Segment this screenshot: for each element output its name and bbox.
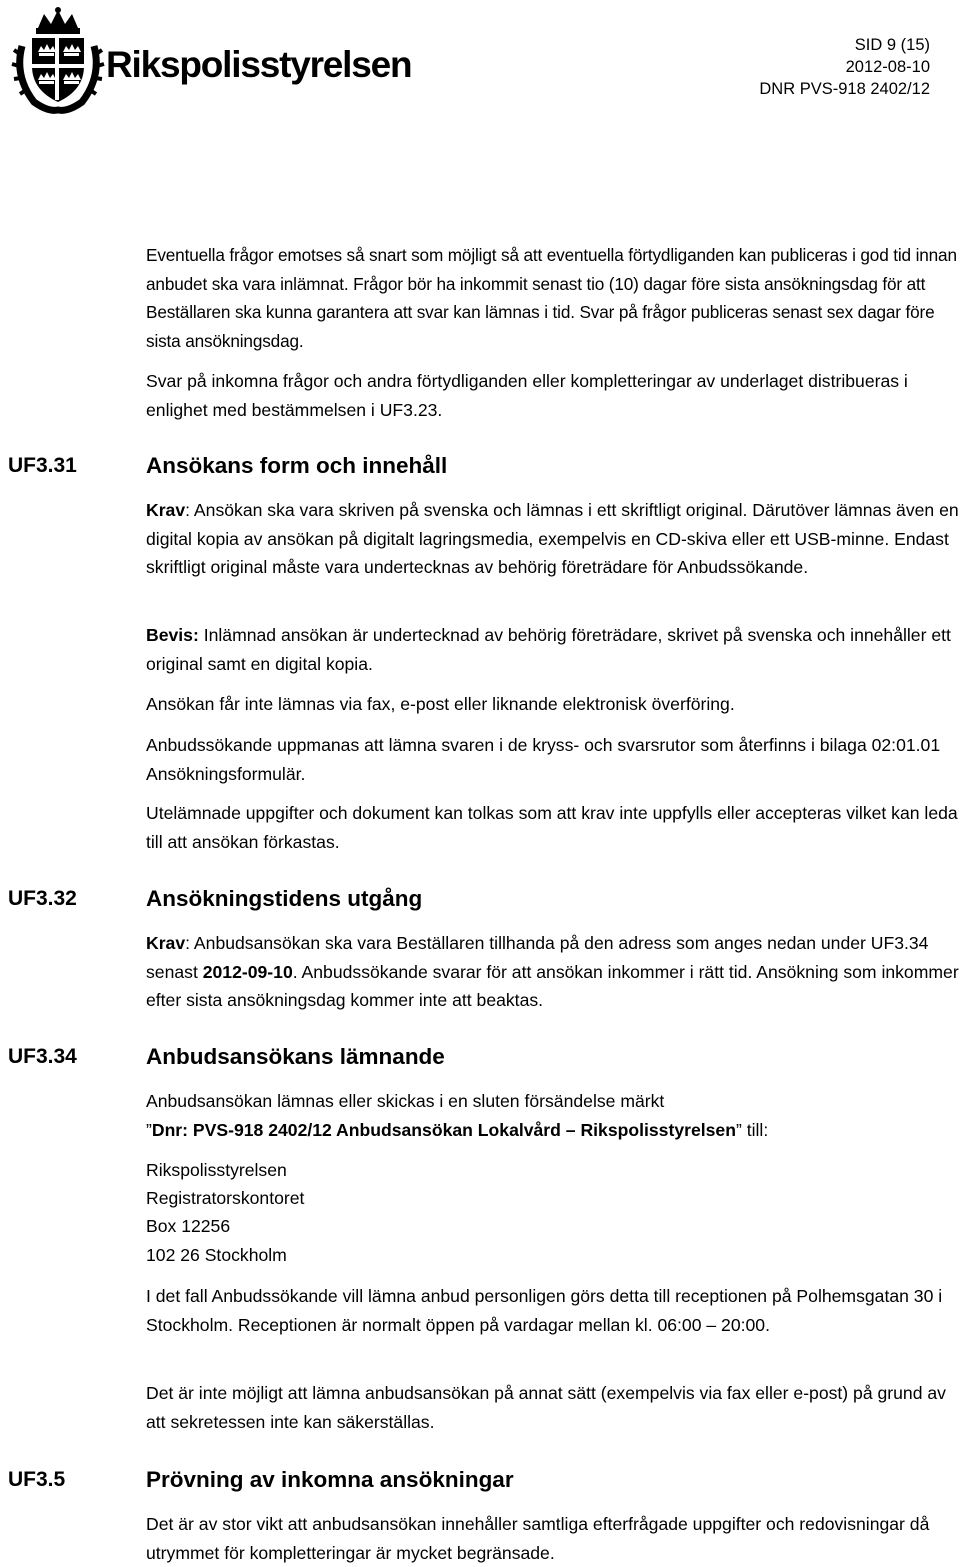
requirement-text-continued: . Anbudssökande svarar för att ansökan inkommer i rätt tid. Ansökning som inkommer efter sista ansökningsdag kommer inte att beaktas.: [146, 961, 959, 1010]
address-line: Box 12256: [146, 1216, 231, 1237]
body-paragraph: Anbudssökande uppmanas att lämna svaren i de kryss- och svarsrutor som återfinns i bilaga 02:01.01 Ansökningsformulär.: [146, 735, 941, 784]
body-paragraph: I det fall Anbudssökande vill lämna anbud personligen görs detta till receptionen på Polhemsgatan 30 i Stockholm. Receptionen är normalt öppen på vardagar mellan kl. 06:00 – 20:00.: [146, 1286, 943, 1335]
section-number: UF3.5: [8, 1468, 66, 1491]
address-line: 102 26 Stockholm: [146, 1244, 287, 1265]
body-paragraph: Det är inte möjligt att lämna anbudsansökan på annat sätt (exempelvis via fax eller e-post) på grund av att sekretessen inte kan säkerställas.: [146, 1383, 946, 1432]
quote-close: ” till:: [735, 1119, 769, 1140]
body-paragraph: Utelämnade uppgifter och dokument kan tolkas som att krav inte uppfylls eller accepteras vilket kan leda till att ansökan förkastas.: [146, 803, 958, 852]
address-line: Rikspolisstyrelsen: [146, 1160, 287, 1180]
evidence-paragraph: [146, 621, 960, 678]
postal-address: [146, 1156, 304, 1269]
evidence-text: Inlämnad ansökan är undertecknad av behörig företrädare, skrivet på svenska och innehåller ett original samt en digital kopia.: [146, 625, 951, 674]
document-meta: [759, 34, 930, 100]
requirement-paragraph: [146, 496, 960, 582]
body-text: Anbudsansökan lämnas eller skickas i en sluten försändelse märkt: [146, 1091, 665, 1111]
requirement-paragraph: [146, 929, 960, 1015]
rikspolisstyrelsen-emblem-logo: [8, 6, 108, 114]
envelope-marking: Dnr: PVS-918 2402/12 Anbudsansökan Lokalvård – Rikspolisstyrelsen: [151, 1119, 736, 1140]
quote-open: ”: [146, 1119, 152, 1140]
page-number: SID 9 (15): [854, 36, 930, 54]
organization-name: Rikspolisstyrelsen: [106, 44, 412, 85]
deadline-date: 2012-09-10: [202, 961, 293, 982]
requirement-text: : Ansökan ska vara skriven på svenska och lämnas i ett skriftligt original. Därutöver lämnas även en digital kopia av ansökan på digitalt lagringsmedia, exempelvis en CD-skiva eller ett USB-minne. Endast skriftligt original måste vara undertecknas av behörig företrädare för Anbudssökande.: [146, 500, 959, 577]
document-date: 2012-08-10: [845, 58, 930, 76]
requirement-label: Krav: [146, 933, 186, 953]
section-heading: Prövning av inkomna ansökningar: [146, 1467, 514, 1492]
section-number: UF3.34: [8, 1045, 77, 1068]
section-heading: Ansökans form och innehåll: [146, 453, 448, 478]
requirement-label: Krav: [146, 500, 186, 520]
intro-paragraph: Eventuella frågor emotses så snart som möjligt så att eventuella förtydliganden kan publiceras i god tid innan anbudet ska vara inlämnat. Frågor bör ha inkommit senast tio (10) dagar före sista ansökningsdag för att Beställaren ska kunna garantera att svar kan lämnas i tid. Svar på frågor publiceras senast sex dagar före sista ansökningsdag.: [146, 245, 957, 351]
section-number: UF3.31: [8, 454, 77, 477]
intro-paragraph-distribution: Svar på inkomna frågor och andra förtydliganden eller kompletteringar av underlaget distribueras i enlighet med bestämmelsen i UF3.23.: [146, 371, 908, 420]
body-paragraph: Ansökan får inte lämnas via fax, e-post eller liknande elektronisk överföring.: [146, 694, 735, 714]
marking-paragraph: [146, 1087, 960, 1144]
evidence-label: Bevis:: [146, 625, 199, 645]
registration-number: DNR PVS-918 2402/12: [759, 80, 930, 98]
body-paragraph: Det är av stor vikt att anbudsansökan innehåller samtliga efterfrågade uppgifter och redovisningar då utrymmet för kompletteringar är mycket begränsade.: [146, 1514, 930, 1563]
section-heading: Anbudsansökans lämnande: [146, 1044, 445, 1069]
address-line: Registratorskontoret: [146, 1188, 305, 1209]
requirement-text: : Anbudsansökan ska vara Beställaren tillhanda på den adress som anges nedan under UF3.34 senast: [146, 933, 929, 982]
section-number: UF3.32: [8, 887, 77, 910]
section-heading: Ansökningstidens utgång: [146, 886, 423, 911]
